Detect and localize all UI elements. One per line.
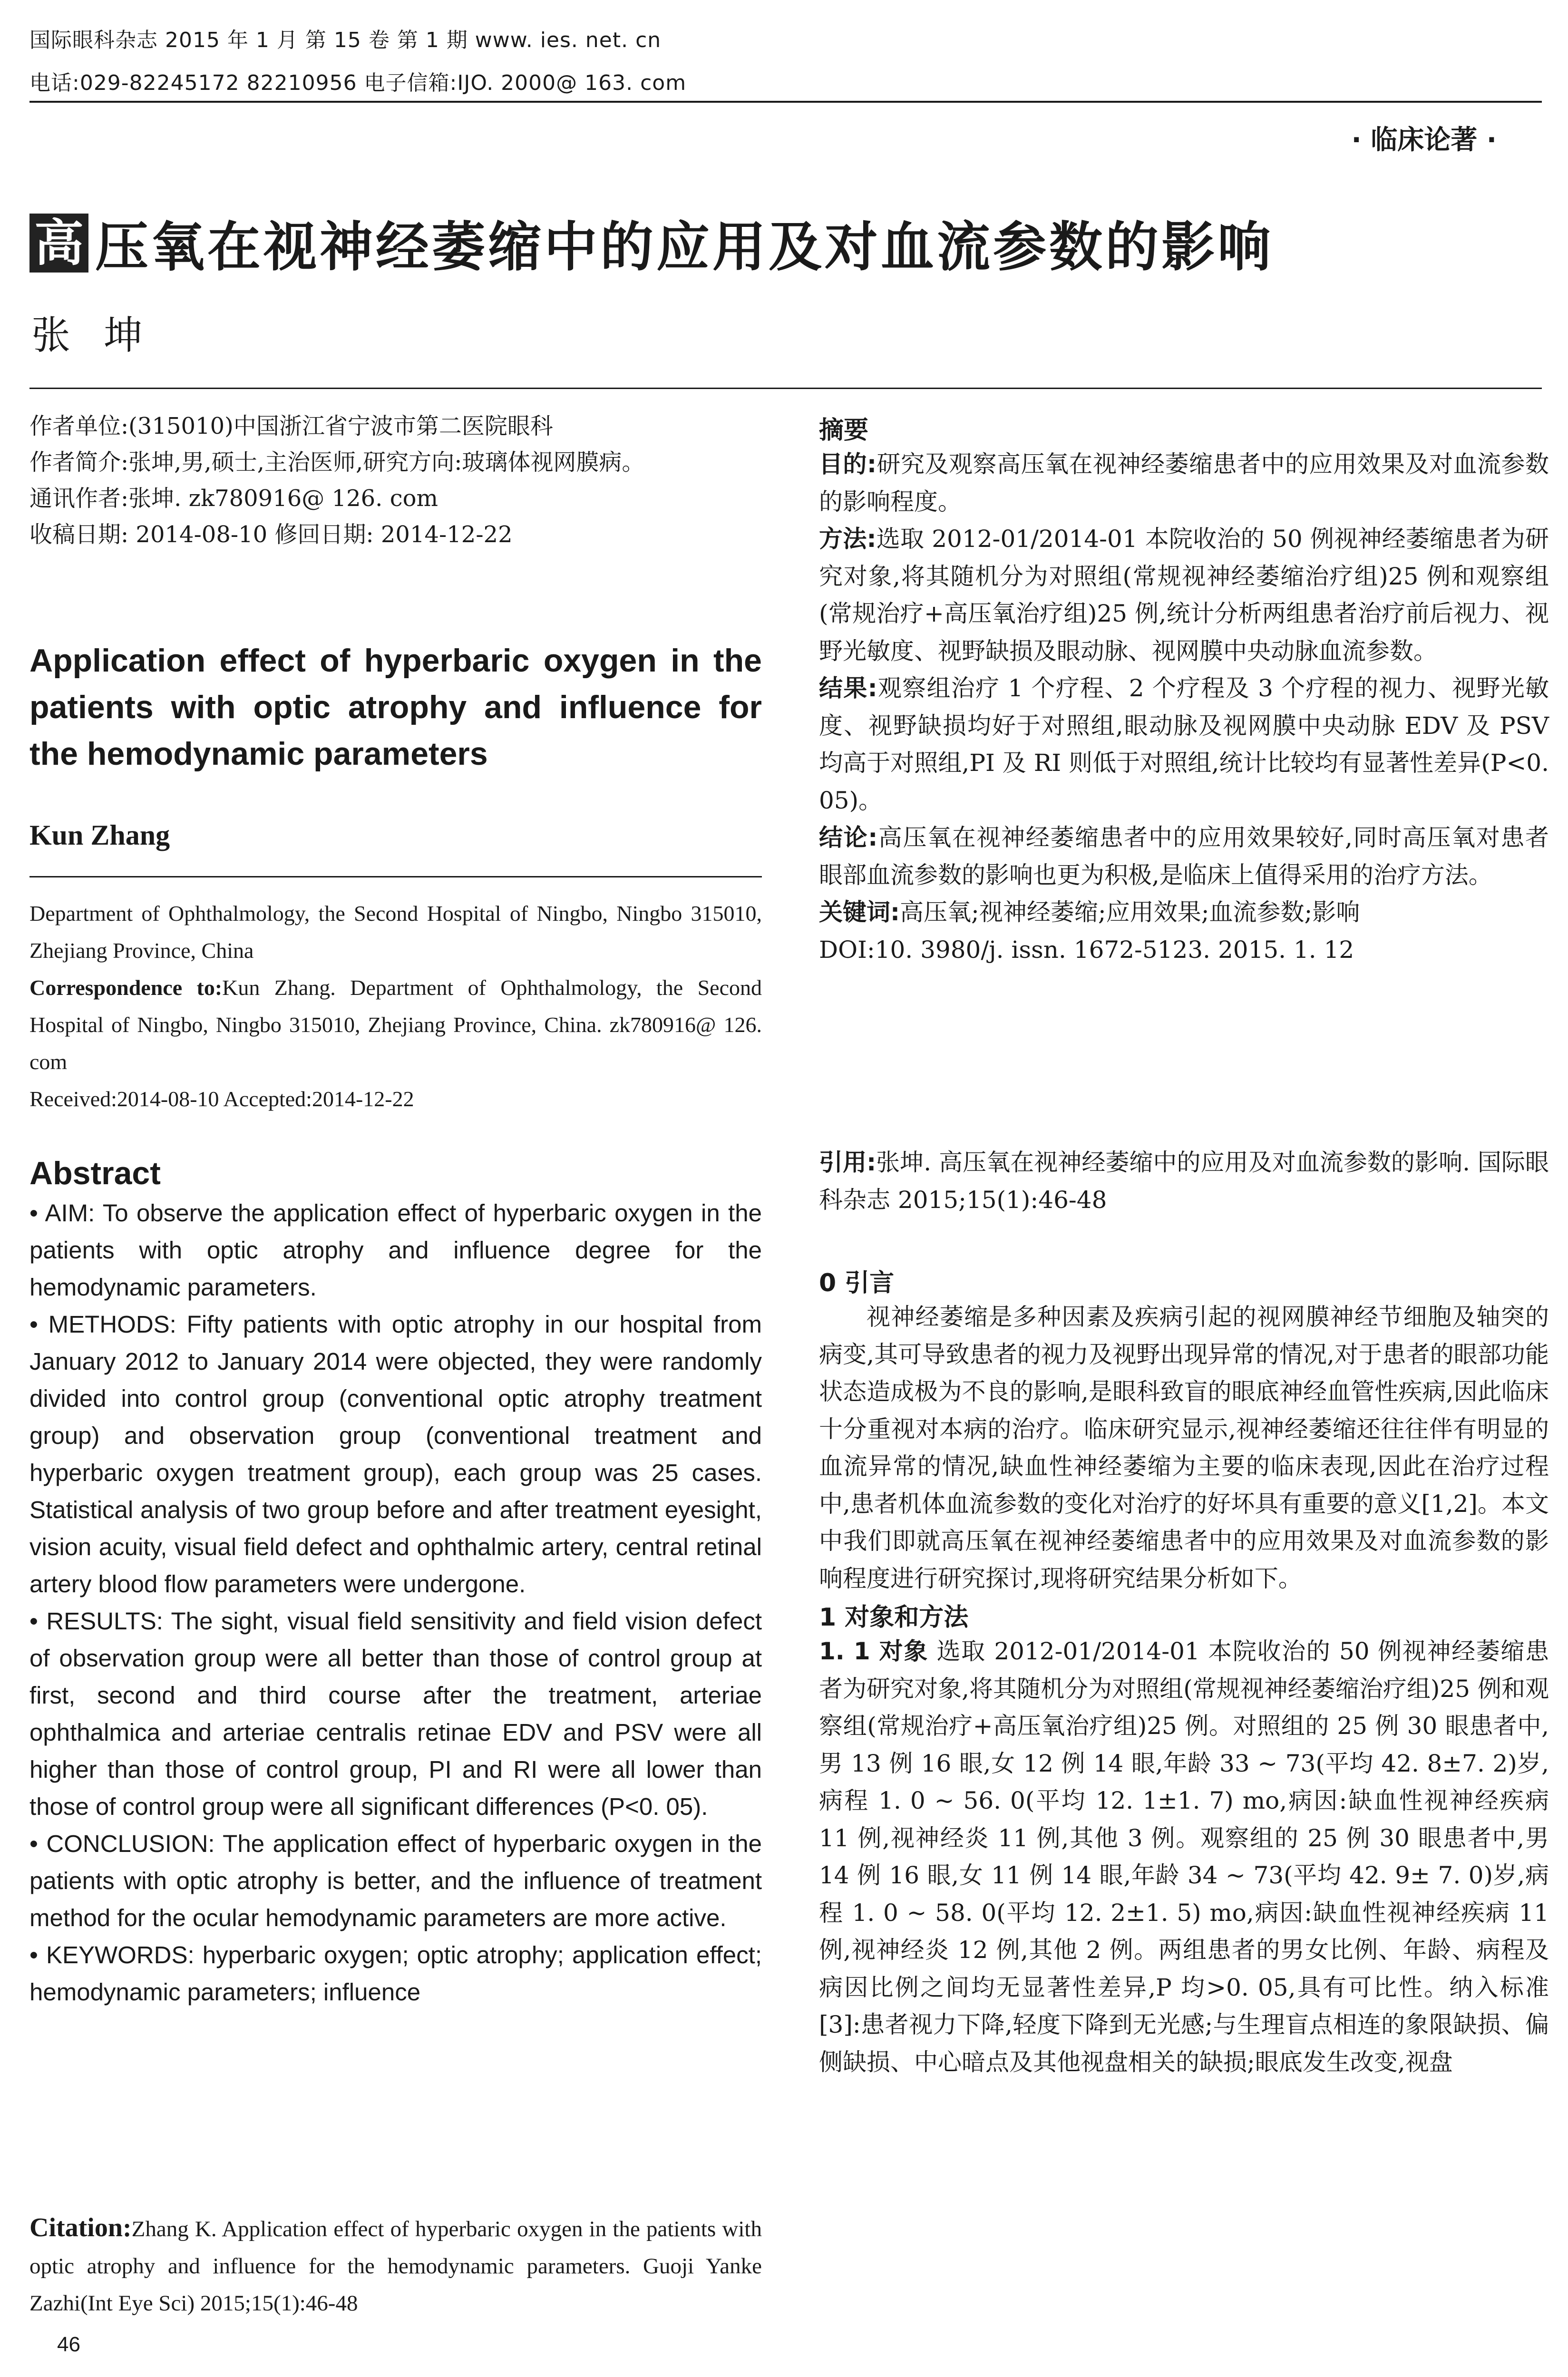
body-text — [819, 1263, 1549, 2081]
cite-text-cn: 张坤. 高压氧在视神经萎缩中的应用及对血流参数的影响. 国际眼科杂志 2015;15(1):46-48 — [819, 1149, 1549, 1214]
corresponding-author: 通讯作者:张坤. zk780916@ 126. com — [29, 485, 438, 512]
chinese-abstract — [819, 410, 1549, 968]
abstract-results: • RESULTS: The sight, visual field sensitivity and field vision defect of observation group were all better than those of control group at first, second and third course after the treatment, arteriae ophthalmica and arteriae centralis retinae EDV and PSV were all higher than those of control group, PI and RI were all lower than those of control group were all significant differences (P<0. 05). — [29, 1607, 762, 1820]
affiliation: 作者单位:(315010)中国浙江省宁波市第二医院眼科 — [29, 413, 553, 439]
cite-label-cn: 引用: — [819, 1149, 877, 1176]
correspondence-label: Correspondence to: — [29, 975, 223, 1000]
conclusion-label: 结论: — [819, 824, 878, 851]
methods-label: 方法: — [819, 525, 877, 553]
english-department: Department of Ophthalmology, the Second Hospital of Ningbo, Ningbo 315010, Zhejiang Province, China — [29, 901, 762, 963]
citation-block — [29, 2209, 762, 2322]
article-title — [29, 205, 1274, 281]
subjects-paragraph: 选取 2012-01/2014-01 本院收治的 50 例视神经萎缩患者为研究对象,将其随机分为对照组(常规视神经萎缩治疗组)25 例和观察组(常规治疗+高压氧治疗组)25 例。对照组的 25 例 30 眼患者中,男 13 例 16 眼,女 12 例 14 眼,年龄 33 ~ 73(平均 42. 8±7. 2)岁,病程 1. 0 ~ 56. 0(平均 12. 1±1. 7) mo,病因:缺血性视神经疾病 11 例,视神经炎 11 例,其他 3 例。观察组的 25 例 30 眼患者中,男 14 例 16 眼,女 11 例 14 眼,年龄 34 ~ 73(平均 42. 9± 7. 0)岁,病程 1. 0 ~ 58. 0(平均 12. 2±1. 5) mo,病因:缺血性视神经疾病 11 例,视神经炎 12 例,其他 2 例。两组患者的男女比例、年龄、病程及病因比例之间均无显著性差异,P 均>0. 05,具有可比性。纳入标准[3]:患者视力下降,轻度下降到无光感;与生理盲点相连的象限缺损、偏侧缺损、中心暗点及其他视盘相关的缺损;眼底发生改变,视盘 — [819, 1637, 1549, 2076]
results-label: 结果: — [819, 674, 877, 702]
results-text: 观察组治疗 1 个疗程、2 个疗程及 3 个疗程的视力、视野光敏度、视野缺损均好于对照组,眼动脉及视网膜中央动脉 EDV 及 PSV 均高于对照组,PI 及 RI 则低于对照组,统计比较均有显著性差异(P<0. 05)。 — [819, 674, 1549, 814]
conclusion-text: 高压氧在视神经萎缩患者中的应用效果较好,同时高压氧对患者眼部血流参数的影响也更为积极,是临床上值得采用的治疗方法。 — [819, 824, 1549, 889]
received-dates-cn: 收稿日期: 2014-08-10 修回日期: 2014-12-22 — [29, 521, 513, 548]
citation-text: Zhang K. Application effect of hyperbaric oxygen in the patients with optic atrophy and influence for the hemodynamic parameters. Guoji Yanke Zazhi(Int Eye Sci) 2015;15(1):46-48 — [29, 2217, 762, 2316]
journal-header-line2: 电话:029-82245172 82210956 电子信箱:IJO. 2000@ 163. com — [29, 71, 687, 95]
english-affiliation-block — [29, 895, 762, 1118]
subsection-label: 1. 1 对象 — [819, 1637, 928, 1665]
title-text: 压氧在视神经萎缩中的应用及对血流参数的影响 — [95, 216, 1274, 278]
abstract-heading: Abstract — [29, 1155, 161, 1191]
abstract-conclusion: • CONCLUSION: The application effect of hyperbaric oxygen in the patients with optic atrophy is better, and the influence of treatment method for the ocular hemodynamic parameters are more active. — [29, 1830, 762, 1931]
intro-heading: 0 引言 — [819, 1269, 895, 1297]
aim-label: 目的: — [819, 450, 877, 478]
summary-heading: 摘要 — [819, 416, 869, 445]
abstract-block — [29, 1155, 762, 2011]
english-title: Application effect of hyperbaric oxygen in the patients with optic atrophy and influence for the hemodynamic parameters — [29, 643, 762, 772]
received-accepted: Received:2014-08-10 Accepted:2014-12-22 — [29, 1087, 414, 1111]
author-name-cn: 张坤 — [31, 313, 176, 358]
doi: DOI:10. 3980/j. issn. 1672-5123. 2015. 1. 12 — [819, 935, 1354, 964]
title-rule — [29, 388, 1542, 389]
english-author-block — [29, 819, 762, 852]
intro-paragraph: 视神经萎缩是多种因素及疾病引起的视网膜神经节细胞及轴突的病变,其可导致患者的视力及视野出现异常的情况,对于患者的眼部功能状态造成极为不良的影响,是眼科致盲的眼底神经血管性疾病,因此临床十分重视对本病的治疗。临床研究显示,视神经萎缩还往往伴有明显的血流异常的情况,缺血性神经萎缩为主要的临床表现,因此在治疗过程中,患者机体血流参数的变化对治疗的好坏具有重要的意义[1,2]。本文中我们即就高压氧在视神经萎缩患者中的应用效果及对血流参数的影响程度进行研究探讨,现将研究结果分析如下。 — [819, 1303, 1549, 1592]
abstract-aim: • AIM: To observe the application effect of hyperbaric oxygen in the patients with optic atrophy and influence degree for the hemodynamic parameters. — [29, 1199, 762, 1301]
methods-heading: 1 对象和方法 — [819, 1603, 969, 1632]
correspondence-text: Kun Zhang. Department of Ophthalmology, the Second Hospital of Ningbo, Ningbo 315010, Zhejiang Province, China. zk780916@ 126. com — [29, 975, 762, 1074]
abstract-keywords: • KEYWORDS: hyperbaric oxygen; optic atrophy; application effect; hemodynamic parameters; influence — [29, 1941, 762, 2006]
section-tag: · 临床论著 · — [1351, 125, 1497, 156]
aim-text: 研究及观察高压氧在视神经萎缩患者中的应用效果及对血流参数的影响程度。 — [819, 450, 1549, 516]
author-bio: 作者简介:张坤,男,硕士,主治医师,研究方向:玻璃体视网膜病。 — [29, 449, 645, 476]
header-rule — [29, 101, 1542, 103]
chinese-citation — [819, 1144, 1549, 1218]
methods-text: 选取 2012-01/2014-01 本院收治的 50 例视神经萎缩患者为研究对象,将其随机分为对照组(常规视神经萎缩治疗组)25 例和观察组(常规治疗+高压氧治疗组)25 例,统计分析两组患者治疗前后视力、视野光敏度、视野缺损及眼动脉、视网膜中央动脉血流参数。 — [819, 525, 1549, 665]
title-dropcap: 高 — [29, 214, 88, 273]
journal-header-line1: 国际眼科杂志 2015 年 1 月 第 15 卷 第 1 期 www. ies. net. cn — [29, 28, 662, 52]
english-title-block — [29, 637, 762, 777]
keywords-text: 高压氧;视神经萎缩;应用效果;血流参数;影响 — [900, 898, 1360, 926]
abstract-methods: • METHODS: Fifty patients with optic atrophy in our hospital from January 2012 to January 2014 were objected, they were randomly divided into control group (conventional optic atrophy treatment group) and observation group (conventional treatment and hyperbaric oxygen treatment group), each group was 25 cases. Statistical analysis of two group before and after treatment eyesight, vision acuity, visual field defect and ophthalmic artery, central retinal artery blood flow parameters were undergone. — [29, 1311, 762, 1598]
left-column — [29, 408, 762, 553]
citation-label: Citation: — [29, 2213, 132, 2242]
keywords-label: 关键词: — [819, 898, 900, 926]
page-number: 46 — [57, 2333, 80, 2356]
english-author: Kun Zhang — [29, 819, 170, 851]
author-rule — [29, 876, 762, 877]
